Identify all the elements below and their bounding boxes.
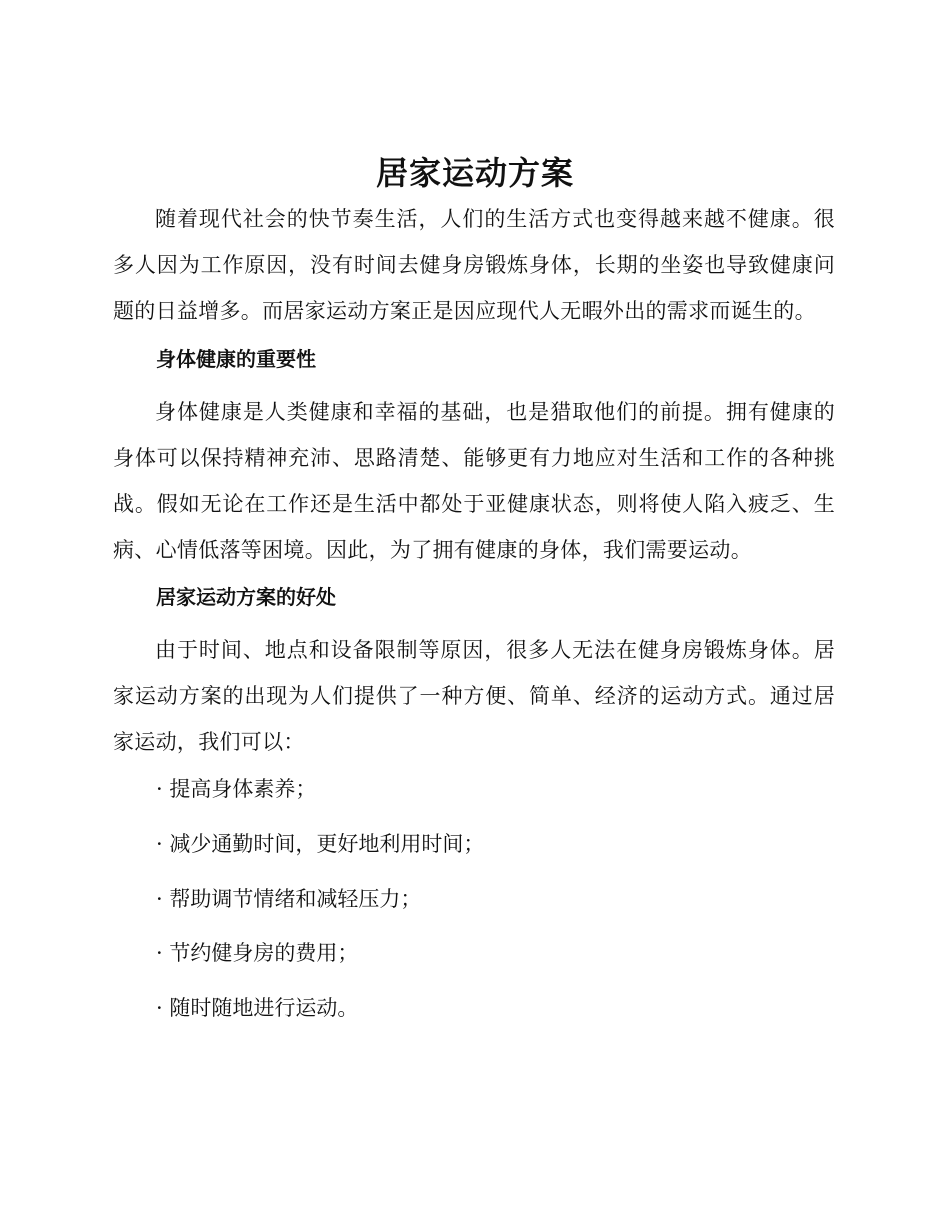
intro-paragraph: 随着现代社会的快节奏生活，人们的生活方式也变得越来越不健康。很多人因为工作原因，没有时间去健身房锻炼身体，长期的坐姿也导致健康问题的日益增多。而居家运动方案正是因应现代人无暇外出的需求而诞生的。 <box>113 207 835 323</box>
section-body-health-importance: 身体健康是人类健康和幸福的基础，也是猎取他们的前提。拥有健康的身体可以保持精神充沛、思路清楚、能够更有力地应对生活和工作的各种挑战。假如无论在工作还是生活中都处于亚健康状态，则将使人陷入疲乏、生病、心情低落等困境。因此，为了拥有健康的身体，我们需要运动。 <box>113 400 835 562</box>
list-item: · 减少通勤时间，更好地利用时间； <box>156 832 485 856</box>
document-title: 居家运动方案 <box>375 154 574 192</box>
section-body-home-exercise-benefits: 由于时间、地点和设备限制等原因，很多人无法在健身房锻炼身体。居家运动方案的出现为人们提供了一种方便、简单、经济的运动方式。通过居家运动，我们可以： <box>113 638 835 754</box>
list-item: · 节约健身房的费用； <box>156 941 359 965</box>
list-item: · 随时随地进行运动。 <box>156 996 359 1020</box>
section-heading-health-importance: 身体健康的重要性 <box>156 347 316 371</box>
list-item: · 帮助调节情绪和减轻压力； <box>156 887 422 911</box>
list-item: · 提高身体素养； <box>156 777 317 801</box>
section-heading-home-exercise-benefits: 居家运动方案的好处 <box>156 585 336 609</box>
